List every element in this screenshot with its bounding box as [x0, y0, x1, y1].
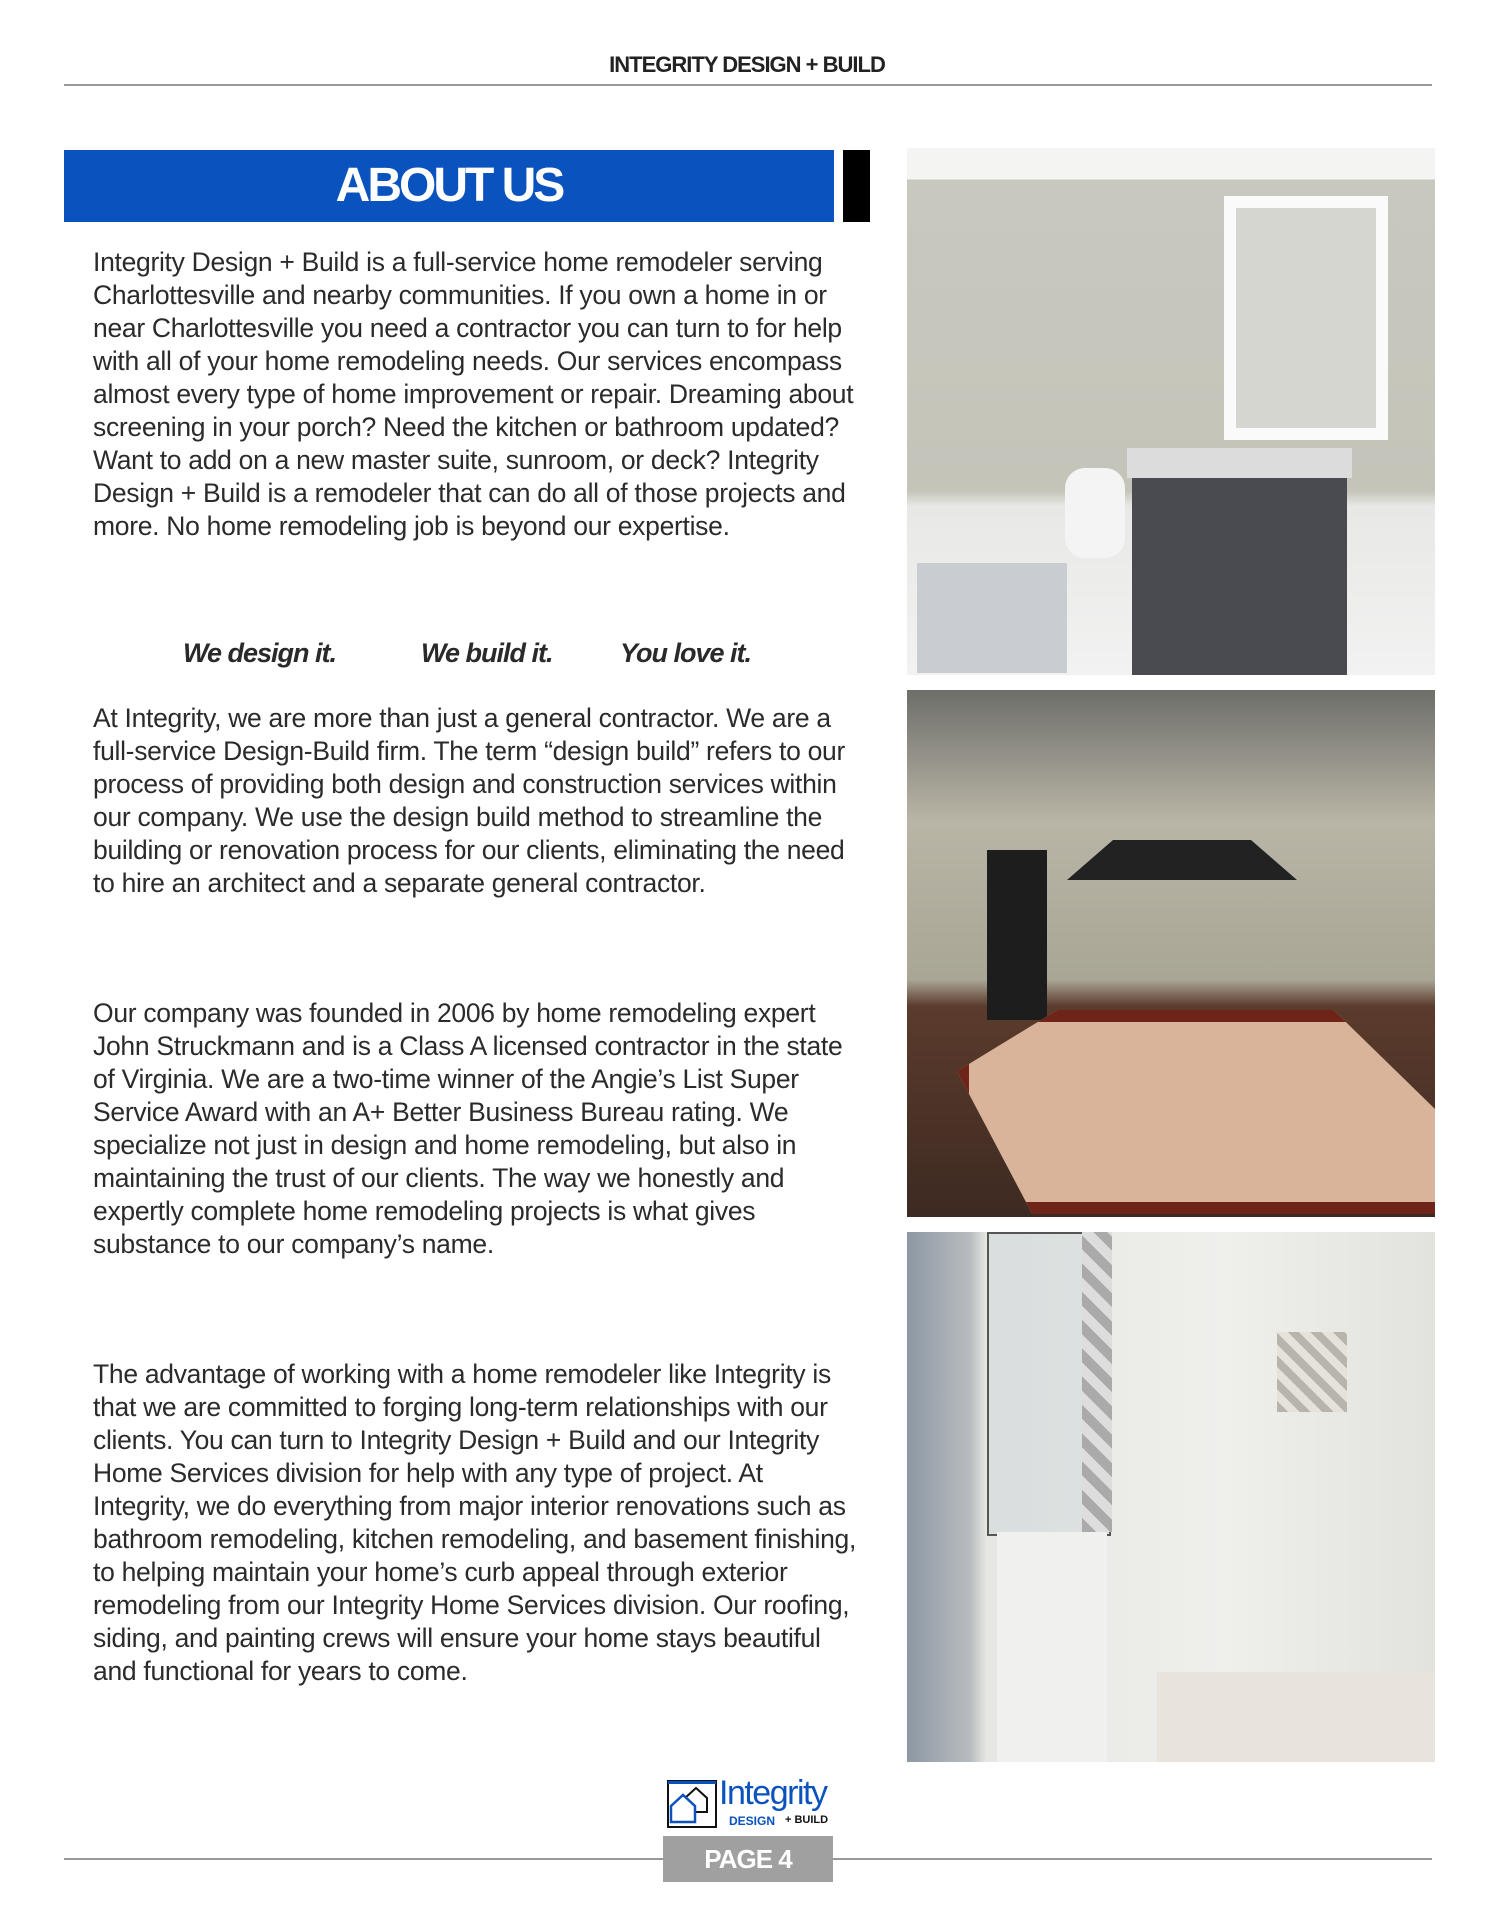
- tagline-love: You love it.: [620, 638, 752, 668]
- running-header: INTEGRITY DESIGN + BUILD: [609, 52, 885, 77]
- page-number: PAGE 4: [663, 1836, 833, 1882]
- tagline-design: We design it.: [183, 638, 337, 668]
- walk-in-shower-photo: [907, 1232, 1435, 1762]
- bathroom-vanity-photo: [907, 148, 1435, 675]
- section-title: ABOUT US: [64, 150, 834, 222]
- paragraph-text: At Integrity, we are more than just a general contractor. We are a full-service Design-Build firm. The term “design build” refers to our process of providing both design and construction services within our company. We use the design build method to streamline the building or renovation process for our clients, eliminating the need to hire an architect and a separate general contractor.: [93, 703, 846, 898]
- logo-wordmark: Integrity: [719, 1774, 827, 1812]
- paragraph-intro: [93, 246, 863, 543]
- logo-build: + BUILD: [785, 1814, 829, 1826]
- integrity-logo: [663, 1776, 835, 1832]
- paragraph-text: Our company was founded in 2006 by home remodeling expert John Struckmann and is a Class A licensed contractor in the state of Virginia. We are a two-time winner of the Angie’s List Super Service Award with an A+ Better Business Bureau rating. We specialize not just in design and home remodeling, but also in maintaining the trust of our clients. The way we honestly and expertly complete home remodeling projects is what gives substance to our company’s name.: [93, 998, 843, 1259]
- paragraph-design-build: [93, 702, 863, 900]
- footer-rule-right: [832, 1858, 1432, 1860]
- tagline-build: We build it.: [421, 638, 553, 668]
- billiards-room-photo: [907, 690, 1435, 1217]
- header-rule: [64, 84, 1432, 86]
- paragraph-history: [93, 997, 863, 1261]
- paragraph-text: The advantage of working with a home remodeler like Integrity is that we are committed to forging long-term relationships with our clients. You can turn to Integrity Design + Build and our Integrity Home Services division for help with any type of project. At Integrity, we do everything from major interior renovations such as bathroom remodeling, kitchen remodeling, and basement finishing, to helping maintain your home’s curb appeal through exterior remodeling from our Integrity Home Services division. Our roofing, siding, and painting crews will ensure your home stays beautiful and functional for years to come.: [93, 1359, 857, 1686]
- paragraph-advantage: [93, 1358, 863, 1688]
- title-accent-bar: [843, 150, 870, 222]
- footer-rule-left: [64, 1858, 664, 1860]
- paragraph-text: Integrity Design + Build is a full-service home remodeler serving Charlottesville and nearby communities. If you own a home in or near Charlottesville you need a contractor you can turn to for help with all of your home remodeling needs. Our services encompass almost every type of home improvement or repair. Dreaming about screening in your porch? Need the kitchen or bathroom updated? Want to add on a new master suite, sunroom, or deck? Integrity Design + Build is a remodeler that can do all of those projects and more. No home remodeling job is beyond our expertise.: [93, 247, 854, 541]
- logo-design: DESIGN: [729, 1814, 776, 1828]
